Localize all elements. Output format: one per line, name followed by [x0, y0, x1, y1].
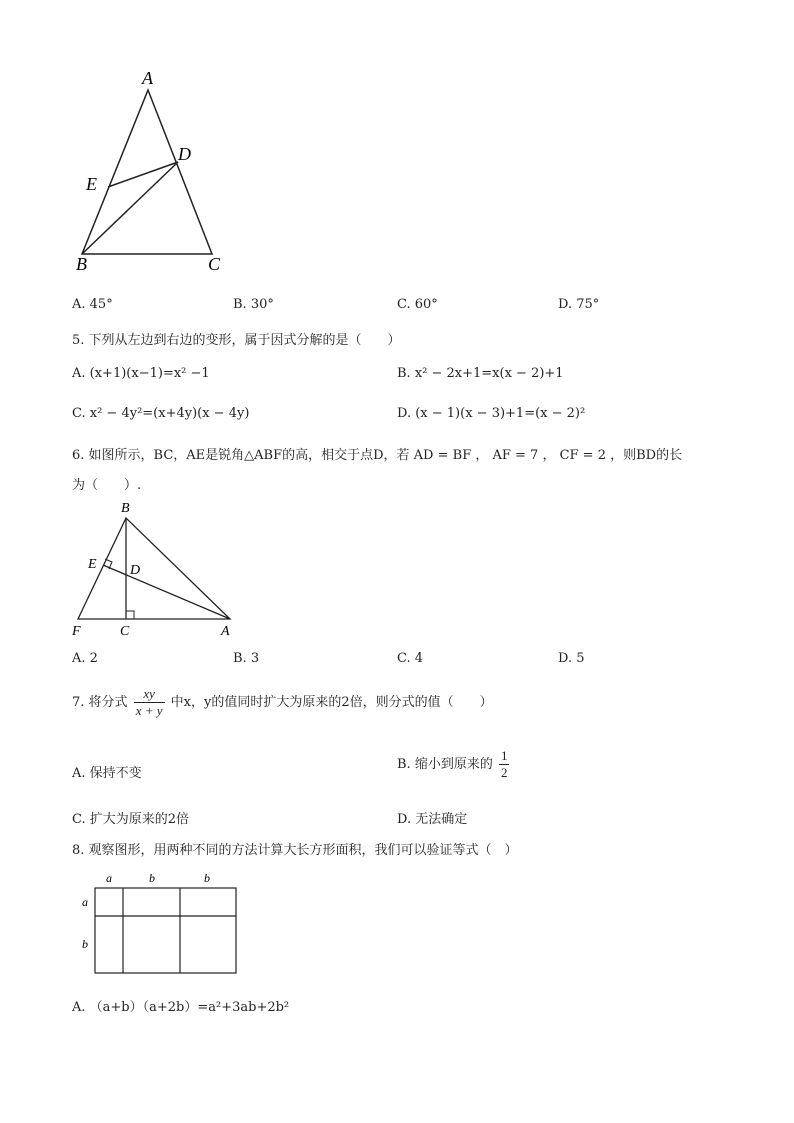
right-angle-c: [126, 611, 134, 619]
top-label-b1: b: [149, 871, 155, 885]
q8-option-a[interactable]: A. （a+b）（a+2b）=a²+3ab+2b²: [72, 1000, 290, 1015]
top-label-b2: b: [204, 871, 210, 885]
q6-stem-line2: 为（ ）.: [72, 478, 142, 493]
label-b: B: [121, 501, 130, 516]
segment-ed: [108, 162, 178, 187]
label-a: A: [221, 624, 230, 639]
q7-stem-prefix: 7. 将分式: [72, 695, 128, 710]
triangle-figure-2: [68, 496, 243, 641]
label-c: C: [120, 624, 130, 639]
q6-option-b[interactable]: B. 3: [233, 651, 260, 666]
q7-fraction: [134, 686, 165, 719]
side-label-a: a: [82, 895, 88, 909]
big-rectangle: [95, 888, 236, 973]
q6-stem-line1: 6. 如图所示，BC，AE是锐角△ABF的高，相交于点D，若 AD = BF ， AF = 7 ， CF = 2 ，则BD的长: [72, 448, 683, 463]
q7-fraction-numerator: xy: [134, 686, 165, 703]
label-b: B: [76, 254, 87, 274]
q7-option-d[interactable]: D. 无法确定: [397, 812, 468, 827]
triangle-abc: [82, 90, 212, 254]
q5-stem: 5. 下列从左边到右边的变形，属于因式分解的是（ ）: [72, 333, 401, 348]
q7-option-b[interactable]: [397, 748, 511, 781]
q4-option-a[interactable]: A. 45°: [72, 297, 113, 312]
q5-option-b[interactable]: B. x² − 2x+1=x(x − 2)+1: [397, 366, 564, 381]
label-d: D: [178, 144, 191, 164]
triangle-abf: [78, 518, 230, 619]
q4-option-b[interactable]: B. 30°: [233, 297, 274, 312]
q4-option-c[interactable]: C. 60°: [397, 297, 438, 312]
q7-stem-suffix: 中x，y的值同时扩大为原来的2倍，则分式的值（ ）: [170, 695, 493, 710]
q6-option-d[interactable]: D. 5: [558, 651, 585, 666]
label-a: A: [142, 68, 153, 88]
q7-fraction-denominator: x + y: [135, 703, 163, 718]
q6-option-c[interactable]: C. 4: [397, 651, 424, 666]
q5-option-d[interactable]: D. (x − 1)(x − 3)+1=(x − 2)²: [397, 406, 586, 421]
label-c: C: [208, 254, 221, 274]
q7-option-b-denominator: 2: [500, 765, 508, 780]
side-label-b: b: [82, 937, 88, 951]
q5-option-a[interactable]: A. (x+1)(x−1)=x² −1: [72, 366, 210, 381]
q7-option-b-text: B. 缩小到原来的: [397, 757, 493, 772]
q4-option-d[interactable]: D. 75°: [558, 297, 600, 312]
q7-option-c[interactable]: C. 扩大为原来的2倍: [72, 812, 190, 827]
q6-option-a[interactable]: A. 2: [72, 651, 98, 666]
altitude-ae: [103, 565, 230, 619]
label-e: E: [86, 174, 97, 194]
q7-option-b-numerator: 1: [500, 748, 508, 763]
label-e: E: [88, 557, 97, 572]
triangle-figure-1: [70, 62, 240, 282]
rectangle-figure: [74, 868, 244, 978]
q7-option-b-fraction: [499, 748, 510, 781]
q7-option-a[interactable]: A. 保持不变: [72, 766, 142, 781]
top-label-a: a: [106, 871, 112, 885]
q8-stem: 8. 观察图形，用两种不同的方法计算大长方形面积，我们可以验证等式（ ）: [72, 843, 518, 858]
q7-stem: [72, 686, 493, 719]
q5-option-c[interactable]: C. x² − 4y²=(x+4y)(x − 4y): [72, 406, 250, 421]
label-d: D: [130, 563, 141, 578]
label-f: F: [72, 624, 81, 639]
